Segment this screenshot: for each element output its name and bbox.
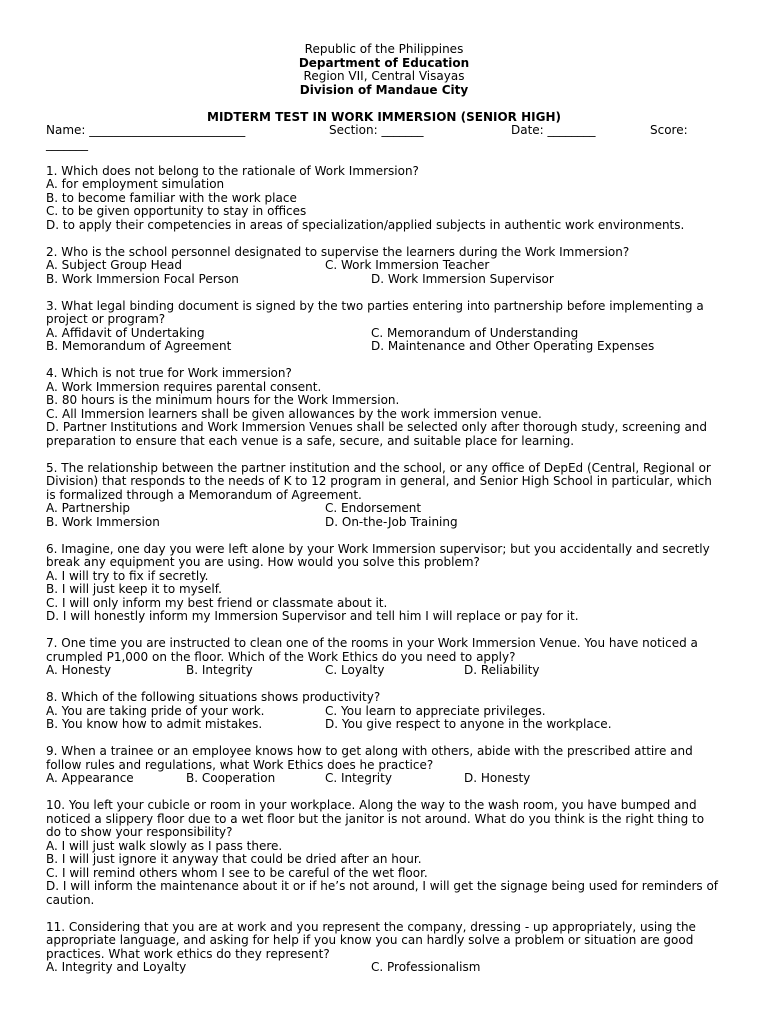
option-c: C. Integrity bbox=[325, 771, 392, 785]
option-c: C. Memorandum of Understanding bbox=[371, 325, 579, 340]
option-d: D. Maintenance and Other Operating Expenses bbox=[371, 339, 655, 353]
option-d: D. Partner Institutions and Work Immersion Venues shall be selected only after thorough study, screening and preparation to ensure that each venue is a safe, secure, and suitable place for learning. bbox=[46, 420, 708, 448]
option-c: C. Work Immersion Teacher bbox=[325, 258, 490, 272]
question-5 bbox=[46, 462, 722, 530]
option-c: C. Professionalism bbox=[371, 960, 481, 974]
question-text: 5. The relationship between the partner institution and the school, or any office of DepEd (Central, Regional or Division) that responds to the needs of K to 12 program in general, and Senior High School in particular, which is formalized through a Memorandum of Agreement. bbox=[46, 460, 712, 502]
option-b: B. to become familiar with the work place bbox=[46, 190, 297, 205]
question-text: 7. One time you are instructed to clean one of the rooms in your Work Immersion Venue. You have noticed a crumpled P1,000 on the floor. Which of the Work Ethics do you need to apply? bbox=[46, 636, 698, 664]
header-department: Department of Education bbox=[298, 55, 470, 70]
option-c: C. You learn to appreciate privileges. bbox=[325, 703, 546, 718]
option-b: B. Work Immersion bbox=[46, 514, 160, 529]
question-text: 9. When a trainee or an employee knows how to get along with others, abide with the prescribed attire and follow rules and regulations, what Work Ethics does he practice? bbox=[46, 744, 693, 772]
question-9 bbox=[46, 745, 722, 786]
document-header bbox=[46, 43, 722, 97]
option-b: B. I will just keep it to myself. bbox=[46, 582, 222, 596]
question-3 bbox=[46, 300, 722, 354]
option-a: A. Appearance bbox=[46, 771, 134, 785]
header-division: Division of Mandaue City bbox=[299, 82, 469, 97]
question-6 bbox=[46, 543, 722, 624]
header-republic: Republic of the Philippines bbox=[304, 42, 464, 56]
question-2 bbox=[46, 246, 722, 287]
name-field: Name: __________________________ bbox=[46, 123, 246, 137]
option-d: D. to apply their competencies in areas of specialization/applied subjects in authentic work environments. bbox=[46, 217, 685, 232]
question-text: 3. What legal binding document is signed by the two parties entering into partnership before implementing a project or program? bbox=[46, 298, 704, 326]
score-field: Score: bbox=[650, 123, 688, 137]
question-text: 2. Who is the school personnel designated to supervise the learners during the Work Immersion? bbox=[46, 244, 630, 259]
option-a: A. Integrity and Loyalty bbox=[46, 960, 187, 974]
option-c: C. to be given opportunity to stay in offices bbox=[46, 204, 307, 218]
option-b: B. 80 hours is the minimum hours for the Work Immersion. bbox=[46, 393, 400, 407]
question-8 bbox=[46, 691, 722, 732]
option-d: D. Honesty bbox=[464, 771, 531, 785]
option-d: D. I will inform the maintenance about it or if he’s not around, I will get the signage being used for reminders of caution. bbox=[46, 879, 719, 907]
test-page bbox=[46, 43, 722, 975]
option-d: D. On-the-Job Training bbox=[325, 514, 458, 529]
date-field: Date: ________ bbox=[511, 123, 596, 137]
section-field: Section: _______ bbox=[329, 123, 424, 137]
option-c: C. I will remind others whom I see to be careful of the wet floor. bbox=[46, 865, 428, 880]
option-a: A. I will try to fix if secretly. bbox=[46, 568, 209, 583]
question-text: 6. Imagine, one day you were left alone by your Work Immersion supervisor; but you accidentally and secretly break any equipment you are using. How would you solve this problem? bbox=[46, 541, 710, 569]
option-c: C. Loyalty bbox=[325, 663, 385, 677]
option-a: A. I will just walk slowly as I pass there. bbox=[46, 838, 283, 853]
question-text: 4. Which is not true for Work immersion? bbox=[46, 366, 292, 380]
option-b: B. Integrity bbox=[186, 663, 253, 677]
option-a: A. Honesty bbox=[46, 663, 112, 677]
option-a: A. Partnership bbox=[46, 501, 131, 515]
option-d: D. Reliability bbox=[464, 663, 540, 677]
option-c: C. All Immersion learners shall be given allowances by the work immersion venue. bbox=[46, 406, 542, 421]
option-b: B. Memorandum of Agreement bbox=[46, 339, 232, 353]
option-d: D. I will honestly inform my Immersion Supervisor and tell him I will replace or pay for it. bbox=[46, 609, 579, 623]
question-text: 1. Which does not belong to the rationale of Work Immersion? bbox=[46, 163, 419, 178]
question-1 bbox=[46, 165, 722, 233]
question-text: 11. Considering that you are at work and you represent the company, dressing - up appropriately, using the appropriate language, and asking for help if you know you can hardly solve a problem or situation are good practices. What work ethics do they represent? bbox=[46, 919, 696, 961]
option-b: B. I will just ignore it anyway that could be dried after an hour. bbox=[46, 852, 422, 866]
question-text: 10. You left your cubicle or room in your workplace. Along the way to the wash room, you have bumped and noticed a slippery floor due to a wet floor but the janitor is not around. What do you think is the right thing to do to show your responsibility? bbox=[46, 798, 705, 839]
option-b: B. Cooperation bbox=[186, 771, 276, 785]
question-10 bbox=[46, 799, 722, 907]
option-b: B. Work Immersion Focal Person bbox=[46, 271, 239, 286]
option-a: A. You are taking pride of your work. bbox=[46, 703, 265, 718]
student-info-line bbox=[46, 124, 722, 151]
question-11 bbox=[46, 921, 722, 975]
option-a: A. Work Immersion requires parental consent. bbox=[46, 379, 322, 394]
option-c: C. I will only inform my best friend or classmate about it. bbox=[46, 595, 388, 610]
header-region: Region VII, Central Visayas bbox=[303, 69, 465, 83]
option-a: A. for employment simulation bbox=[46, 177, 225, 191]
test-title: MIDTERM TEST IN WORK IMMERSION (SENIOR HIGH) bbox=[207, 109, 561, 124]
question-text: 8. Which of the following situations shows productivity? bbox=[46, 690, 381, 704]
question-4 bbox=[46, 367, 722, 448]
option-a: A. Subject Group Head bbox=[46, 258, 183, 272]
score-blank: _______ bbox=[46, 136, 88, 151]
option-a: A. Affidavit of Undertaking bbox=[46, 325, 205, 340]
option-d: D. Work Immersion Supervisor bbox=[371, 271, 554, 286]
option-b: B. You know how to admit mistakes. bbox=[46, 717, 263, 731]
option-c: C. Endorsement bbox=[325, 501, 422, 515]
question-7 bbox=[46, 637, 722, 678]
option-d: D. You give respect to anyone in the workplace. bbox=[325, 717, 612, 731]
